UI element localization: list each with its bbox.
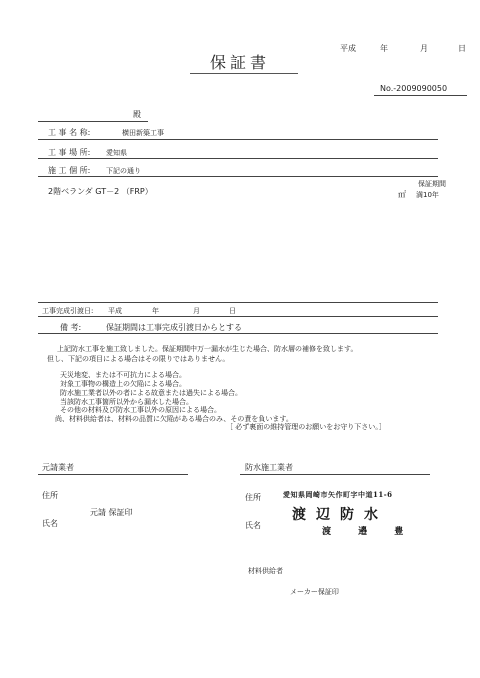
location-label: 工 事 場 所: (48, 148, 91, 157)
terms-paragraph-2: 但し、下記の項目による場合はその限りではありません。 (47, 355, 230, 363)
document-title: 保証書 (210, 53, 271, 72)
construction-value: 下記の通り (106, 167, 141, 175)
issue-date-day: 日 (458, 44, 466, 53)
completion-top-line (38, 302, 438, 303)
left-address-label: 住所 (42, 491, 58, 500)
issue-date-year: 年 (380, 44, 388, 53)
completion-label: 工事完成引渡日: (42, 307, 94, 315)
completion-bottom-line (38, 316, 438, 317)
prime-seal-placeholder: 元請 保証印 (90, 508, 133, 517)
issue-date-era: 平成 (340, 44, 356, 53)
terms-paragraph-1: 上記防水工事を施工致しました。保証期間中万一漏水が生じた場合、防水層の補修を致します。 (57, 345, 358, 353)
issue-date-month: 月 (420, 44, 428, 53)
project-name-value: 横田新築工事 (122, 129, 164, 137)
completion-month: 月 (193, 307, 200, 315)
remarks-value: 保証期間は工事完成引渡日からとする (106, 323, 242, 332)
recipient-line (38, 121, 148, 122)
warranty-value: 満10年 (416, 191, 439, 199)
maker-seal-placeholder: メーカー保証印 (290, 588, 339, 596)
exclusion-item: 防水施工業者以外の者による故意または過失による場合。 (60, 389, 242, 397)
prime-contractor-line (38, 474, 188, 475)
right-address-label: 住所 (245, 493, 261, 502)
waterproof-contractor-line (240, 474, 430, 475)
waterproof-contractor-label: 防水施工業者 (245, 463, 293, 472)
recipient-honorific: 殿 (133, 110, 141, 119)
completion-year: 年 (152, 307, 159, 315)
construction-line (38, 176, 438, 177)
supplier-liability-note: 尚、材料供給者は、材料の品質に欠陥がある場合のみ、その責を負います。 (55, 415, 293, 423)
remarks-line (38, 333, 438, 334)
prime-contractor-label: 元請業者 (42, 463, 74, 472)
completion-day: 日 (229, 307, 236, 315)
exclusion-item: 天災地変、または不可抗力による場合。 (60, 371, 186, 379)
title-underline (190, 73, 298, 74)
right-name-label: 氏名 (245, 521, 261, 530)
company-stamp-address: 愛知県岡崎市矢作町字中道11-6 (283, 490, 393, 499)
company-stamp-name: 渡辺防水 (292, 507, 388, 523)
construction-label: 施 工 個 所: (48, 166, 91, 175)
project-name-line (38, 139, 438, 140)
item-unit: ㎡ (398, 190, 406, 199)
document-number: No.-2009090050 (380, 84, 448, 93)
maintenance-note: ［ 必ず裏面の維持管理のお願いをお守り下さい。］ (226, 423, 386, 431)
left-name-label: 氏名 (42, 519, 58, 528)
project-name-label: 工 事 名 称: (48, 128, 91, 137)
remarks-label: 備 考: (60, 323, 82, 332)
location-line (38, 158, 438, 159)
item-description: 2階ベランダ GT－2 （FRP） (48, 187, 153, 196)
exclusion-item: 当該防水工事箇所以外から漏水した場合。 (60, 398, 193, 406)
warranty-label: 保証期間 (418, 180, 446, 188)
material-supplier-label: 材料供給者 (248, 567, 283, 575)
completion-era: 平成 (108, 307, 122, 315)
exclusion-item: その他の材料及び防水工事以外の原因による場合。 (60, 406, 221, 414)
doc-number-underline (374, 95, 467, 96)
company-stamp-person: 渡 邉 豊 (322, 527, 416, 537)
exclusion-item: 対象工事物の構造上の欠陥による場合。 (60, 380, 186, 388)
location-value: 愛知県 (106, 149, 127, 157)
